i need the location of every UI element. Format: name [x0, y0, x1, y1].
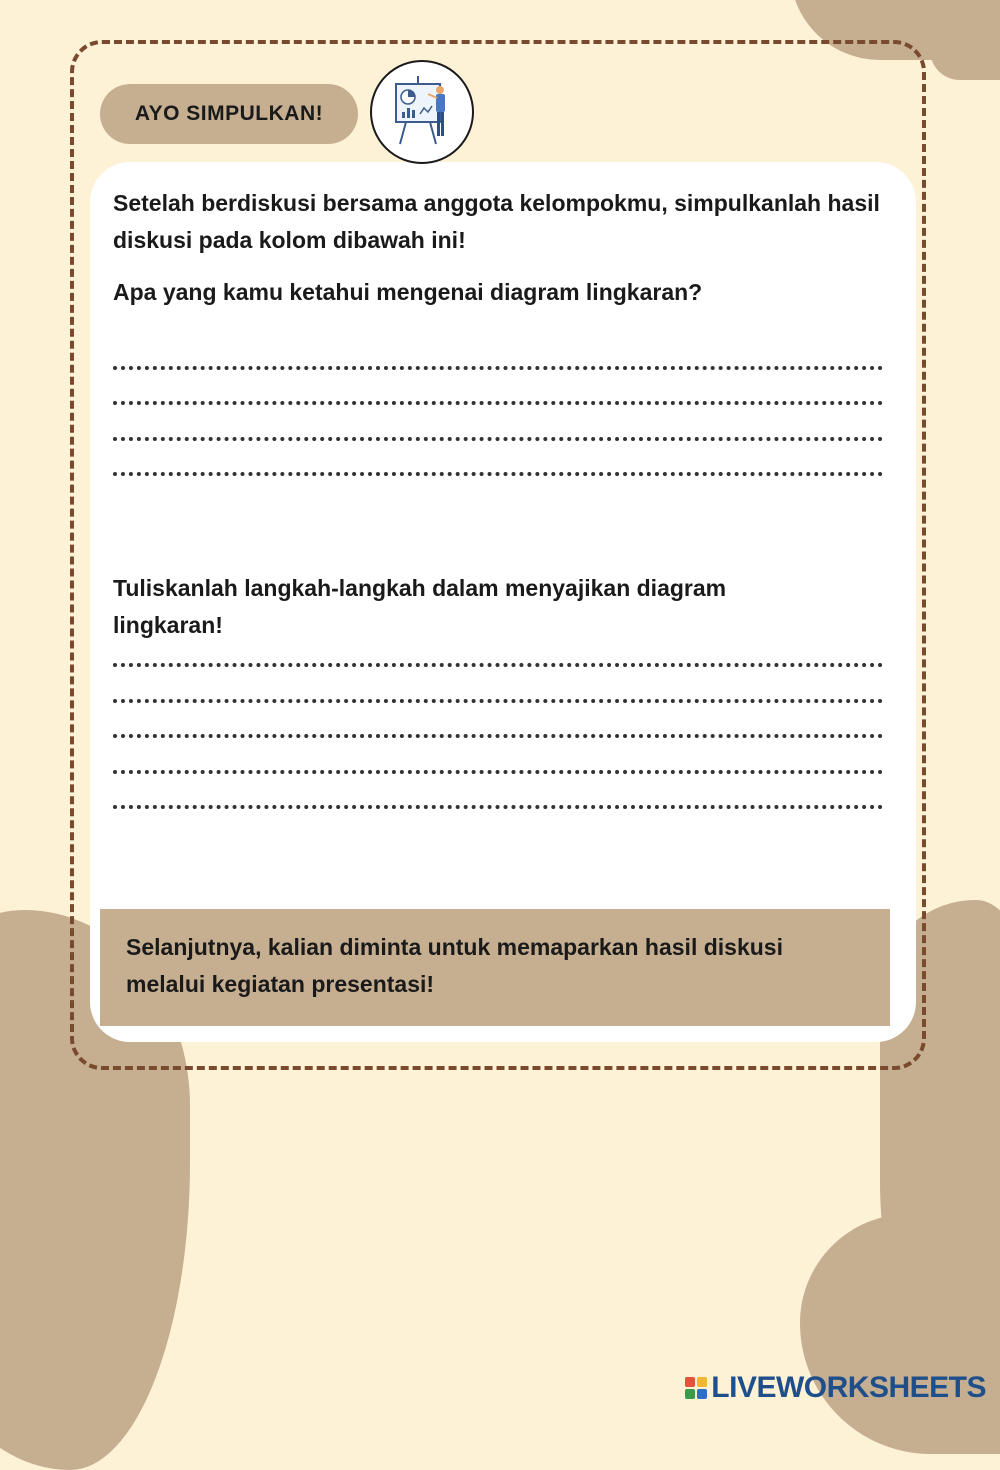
answer-line-2-1[interactable]	[113, 663, 883, 667]
section-badge	[100, 84, 358, 144]
answer-line-1-2[interactable]	[113, 401, 883, 405]
section-badge-label: AYO SIMPULKAN!	[134, 102, 324, 125]
intro-text: Setelah berdiskusi bersama anggota kelompokmu, simpulkanlah hasil diskusi pada kolom dibawah ini!	[113, 190, 880, 253]
answer-line-2-3[interactable]	[113, 734, 883, 738]
answer-line-2-2[interactable]	[113, 699, 883, 703]
answer-line-2-4[interactable]	[113, 770, 883, 774]
decor-blob-bottom-right	[800, 1214, 1000, 1454]
question-1: Apa yang kamu ketahui mengenai diagram lingkaran?	[113, 279, 703, 305]
answer-line-1-4[interactable]	[113, 472, 883, 476]
question-2: Tuliskanlah langkah-langkah dalam menyajikan diagram lingkaran!	[113, 575, 727, 638]
answer-line-2-5[interactable]	[113, 805, 883, 809]
footer-note-banner	[100, 909, 890, 1026]
answer-line-1-3[interactable]	[113, 437, 883, 441]
presentation-board-icon	[370, 60, 474, 164]
answer-line-1-1[interactable]	[113, 366, 883, 370]
footer-note-text: Selanjutnya, kalian diminta untuk memaparkan hasil diskusi melalui kegiatan presentasi!	[126, 934, 783, 997]
liveworksheets-logo[interactable]	[685, 1370, 986, 1406]
decor-blob-top-right-small	[930, 20, 1000, 80]
logo-text: LIVEWORKSHEETS	[711, 1371, 986, 1404]
liveworksheets-logo-icon	[685, 1377, 707, 1399]
